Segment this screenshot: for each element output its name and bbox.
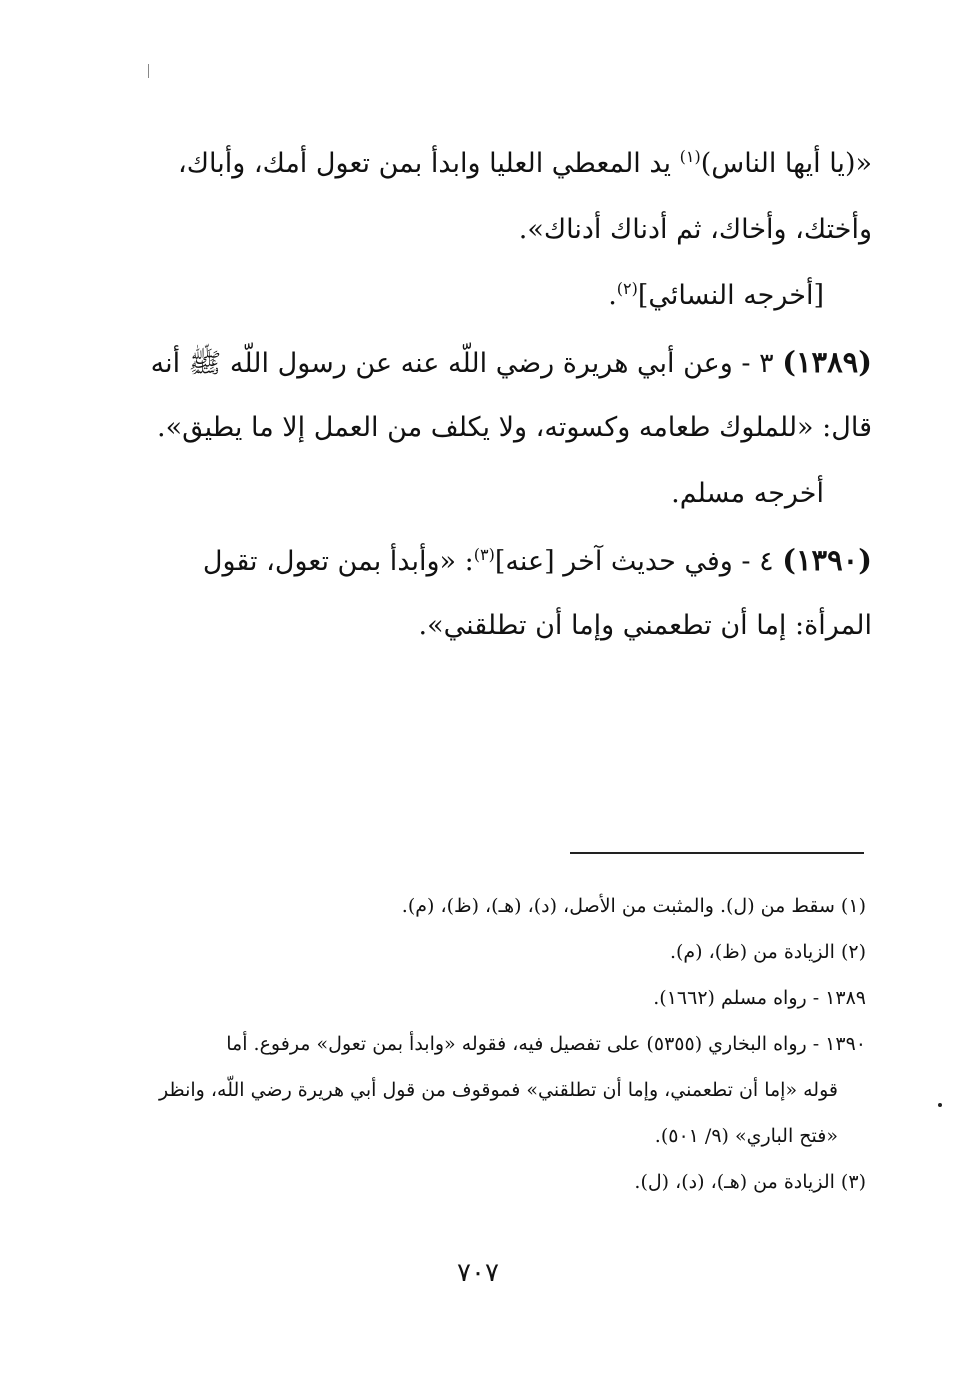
text-segment: ٤ - وفي حديث آخر [عنه] bbox=[494, 546, 783, 577]
text-segment: . bbox=[608, 280, 617, 311]
margin-dot bbox=[938, 1103, 942, 1107]
text-segment: «(يا أيها الناس) bbox=[700, 148, 872, 179]
text-segment: : «وأبدأ بمن تعول، تقول bbox=[202, 546, 474, 577]
hadith-1390-line2: المرأة: إما أن تطعمني وإما أن تطلقني». bbox=[418, 610, 872, 641]
source-line bbox=[150, 263, 872, 329]
hadith-1390-line1 bbox=[150, 527, 872, 593]
footnote: (٢) الزيادة من (ظ)، (م). bbox=[669, 941, 866, 963]
hadith-number: (١٣٨٩) bbox=[782, 345, 872, 379]
footnote-separator bbox=[570, 852, 864, 854]
text-segment: ٣ - وعن أبي هريرة رضي اللّه عنه عن رسول اللّه ﷺ أنه bbox=[150, 348, 783, 379]
footnotes bbox=[150, 883, 866, 1205]
footnote-continuation: قوله «إما أن تطعمني، وإما أن تطلقني» فموقوف من قول أبي هريرة رضي اللّه، وانظر bbox=[159, 1079, 838, 1101]
hadith-1389-line1 bbox=[150, 329, 872, 395]
main-text bbox=[150, 131, 872, 659]
footnote: (٣) الزيادة من (هـ)، (د)، (ل). bbox=[634, 1171, 866, 1193]
hadith-1389-line2: قال: «للملوك طعامه وكسوته، ولا يكلف من العمل إلا ما يطيق». bbox=[156, 412, 872, 443]
hadith-number: (١٣٩٠) bbox=[782, 543, 872, 577]
text-line bbox=[150, 131, 872, 197]
source-line: أخرجه مسلم. bbox=[671, 478, 824, 509]
text-segment: يد المعطي العليا وابدأ بمن تعول أمك، وأباك، bbox=[178, 148, 680, 179]
page-number: ٧٠٧ bbox=[457, 1258, 499, 1288]
text-line: وأختك، وأخاك، ثم أدناك أدناك». bbox=[518, 214, 872, 245]
footnote: ١٣٨٩ - رواه مسلم (١٦٦٢). bbox=[653, 987, 866, 1009]
footnote: ١٣٩٠ - رواه البخاري (٥٣٥٥) على تفصيل فيه، فقوله «وابدأ بمن تعول» مرفوع. أما bbox=[226, 1033, 866, 1055]
footnote-ref: (٢) bbox=[616, 279, 638, 298]
footnote: (١) سقط من (ل). والمثبت من الأصل، (د)، (هـ)، (ظ)، (م). bbox=[401, 895, 866, 917]
footnote-ref: (٣) bbox=[473, 545, 495, 564]
text-segment: [أخرجه النسائي] bbox=[637, 280, 824, 311]
footnote-ref: (١) bbox=[679, 147, 701, 166]
footnote-continuation: «فتح الباري» (٩/ ٥٠١). bbox=[654, 1125, 838, 1147]
margin-mark bbox=[148, 64, 149, 78]
